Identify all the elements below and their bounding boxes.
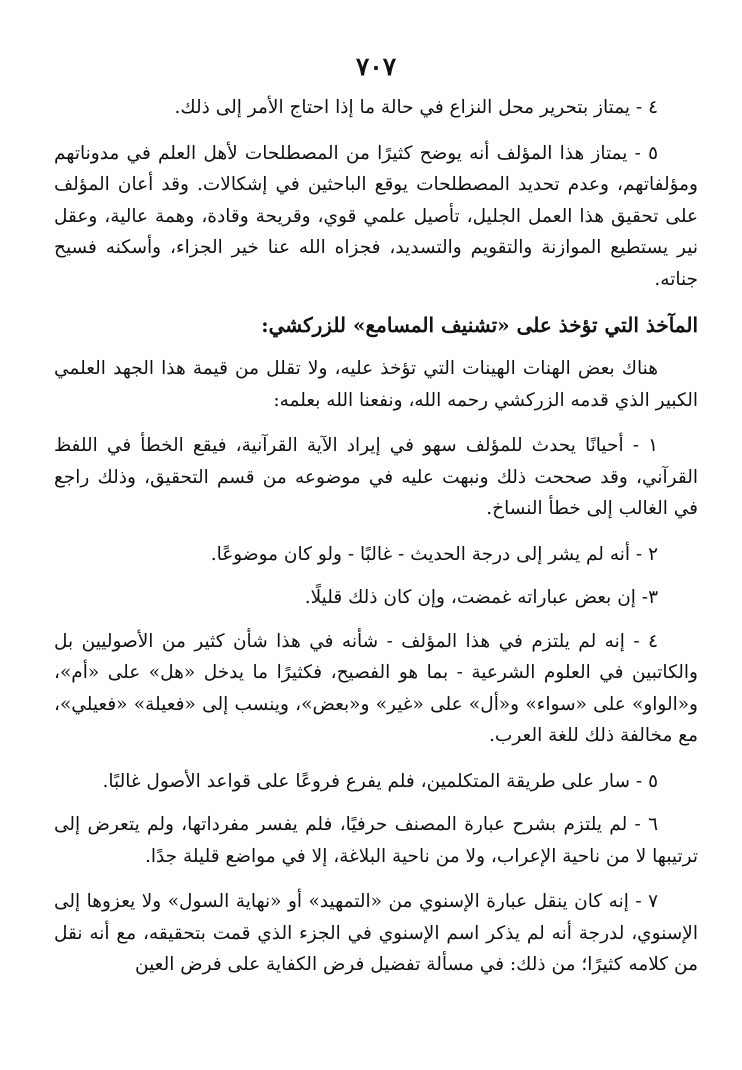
critique-1-quran-verses: ١ - أحيانًا يحدث للمؤلف سهو في إيراد الآية القرآنية، فيقع الخطأ في اللفظ القرآني، وقد صححت ذلك ونبهت عليه في موضوعه من قسم التحقيق، وذلك راجع في الغالب إلى خطأ النساخ. <box>54 435 698 519</box>
section-heading: المآخذ التي تؤخذ على «تشنيف المسامع» للزركشي: <box>261 313 698 337</box>
page-number: ٧٠٧ <box>355 52 397 81</box>
critique-7-isnawi-citations: ٧ - إنه كان ينقل عبارة الإسنوي من «التمهيد» أو «نهاية السول» ولا يعزوها إلى الإسنوي، لدرجة أنه لم يذكر اسم الإسنوي في الجزء الذي قمت بتحقيقه، مع أنه نقل من كلامه كثيرًا؛ من ذلك: في مسألة تفضيل فرض الكفاية على فرض العين <box>54 891 698 975</box>
critique-6-literal-commentary: ٦ - لم يلتزم بشرح عبارة المصنف حرفيًا، فلم يفسر مفرداتها، ولم يتعرض إلى ترتيبها لا من ناحية الإعراب، ولا من ناحية البلاغة، إلا في مواضع قليلة جدًا. <box>54 814 698 867</box>
intro-paragraph: هناك بعض الهنات الهينات التي تؤخذ عليه، ولا تقلل من قيمة هذا الجهد العلمي الكبير الذي قدمه الزركشي رحمه الله، ونفعنا الله بعلمه: <box>54 358 698 411</box>
critique-4-language: ٤ - إنه لم يلتزم في هذا المؤلف - شأنه في هذا شأن كثير من الأصوليين بل والكاتبين في العلوم الشرعية - بما هو الفصيح، فكثيرًا ما يدخل «هل» على «أم»، و«الواو» على «سواء» و«أل» على «غير» و«بعض»، وينسب إلى «فعيلة» «فعيلي»، مع مخالفة ذلك للغة العرب. <box>54 630 698 746</box>
critique-2-hadith-grading: ٢ - أنه لم يشر إلى درجة الحديث - غالبًا - ولو كان موضوعًا. <box>210 543 658 565</box>
item-5-terminology: ٥ - يمتاز هذا المؤلف أنه يوضح كثيرًا من المصطلحات لأهل العلم في مدوناتهم ومؤلفاتهم، وعدم تحديد المصطلحات يوقع الباحثين في إشكالات. وقد أعان المؤلف على تحقيق هذا العمل الجليل، تأصيل علمي قوي، وقريحة وقادة، وهمة عالية، وعقل نير يستطيع الموازنة والتقويم والتسديد، فجزاه الله عنا خير الجزاء، وأسكنه فسيح جناته. <box>54 142 698 290</box>
critique-5-theologians-method: ٥ - سار على طريقة المتكلمين، فلم يفرع فروعًا على قواعد الأصول غالبًا. <box>102 770 658 792</box>
item-4-dispute-scope: ٤ - يمتاز بتحرير محل النزاع في حالة ما إذا احتاج الأمر إلى ذلك. <box>174 97 658 118</box>
critique-3-obscure-phrases: ٣- إن بعض عباراته غمضت، وإن كان ذلك قليلًا. <box>304 587 658 608</box>
